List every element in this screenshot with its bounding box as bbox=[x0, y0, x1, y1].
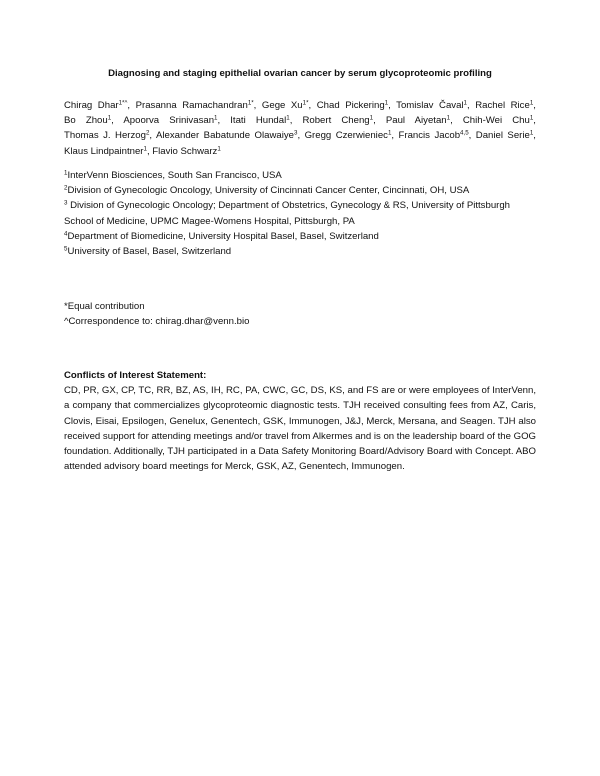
author-separator: , bbox=[450, 115, 463, 127]
author-name: Chad Pickering bbox=[316, 100, 385, 111]
author-notes bbox=[64, 299, 536, 329]
author bbox=[399, 130, 469, 141]
author-name: Francis Jacob bbox=[398, 130, 461, 142]
conflicts-heading: Conflicts of Interest Statement: bbox=[64, 370, 207, 381]
author bbox=[64, 130, 149, 141]
author-affiliation-mark: 1 bbox=[107, 114, 112, 122]
correspondence-note: ^Correspondence to: chirag.dhar@venn.bio bbox=[64, 316, 250, 328]
author-affiliation-mark: 1* bbox=[247, 99, 254, 107]
author-affiliation-mark: 1 bbox=[217, 145, 221, 153]
affiliation-text: InterVenn Biosciences, South San Francisco, USA bbox=[67, 170, 282, 181]
author-name: Flavio Schwarz bbox=[152, 145, 218, 157]
author bbox=[262, 100, 309, 111]
author-separator: , bbox=[308, 100, 317, 111]
author-affiliation-mark: 4,5 bbox=[460, 129, 469, 137]
author-separator: , bbox=[533, 100, 536, 111]
author-name: Robert Cheng bbox=[302, 115, 370, 127]
affiliation bbox=[64, 168, 536, 183]
author-separator: , bbox=[388, 100, 397, 111]
affiliation-text: Division of Gynecologic Oncology; Department of Obstetrics, Gynecology & RS, University of Pittsburgh School of Medicine, UPMC Magee-Womens Hospital, Pittsburgh, PA bbox=[64, 200, 511, 227]
author-affiliation-mark: 1 bbox=[214, 114, 218, 122]
author-name: Chih-Wei Chu bbox=[462, 115, 530, 127]
equal-contribution-note: *Equal contribution bbox=[64, 301, 145, 312]
author-name: Paul Aiyetan bbox=[385, 115, 447, 127]
author bbox=[475, 100, 533, 111]
affiliation-number: 3 bbox=[64, 199, 68, 207]
affiliation-text: Department of Biomedicine, University Hospital Basel, Basel, Switzerland bbox=[67, 230, 379, 242]
author bbox=[64, 115, 111, 126]
author-name: Bo Zhou bbox=[64, 115, 108, 127]
affiliation-list bbox=[64, 168, 536, 259]
author-name: Prasanna Ramachandran bbox=[135, 100, 248, 111]
author-affiliation-mark: 1 bbox=[143, 145, 147, 153]
author-affiliation-mark: 1* bbox=[302, 99, 309, 107]
author-affiliation-mark: 1 bbox=[286, 114, 290, 122]
author-separator: , bbox=[467, 100, 476, 111]
affiliation-number: 2 bbox=[64, 184, 68, 192]
author-name: Thomas J. Herzog bbox=[64, 130, 146, 142]
author-affiliation-mark: 1*^ bbox=[118, 99, 128, 107]
author-affiliation-mark: 1 bbox=[529, 129, 534, 137]
affiliation-text: Division of Gynecologic Oncology, University of Cincinnati Cancer Center, Cincinnati, OH, USA bbox=[67, 185, 470, 197]
author-affiliation-mark: 3 bbox=[294, 129, 298, 137]
affiliation-text: University of Basel, Basel, Switzerland bbox=[67, 246, 232, 258]
author-separator: , bbox=[217, 115, 231, 127]
author-name: Itati Hundal bbox=[230, 115, 287, 127]
author bbox=[230, 115, 289, 126]
author-name: Klaus Lindpaintner bbox=[64, 145, 144, 157]
author-separator: , bbox=[289, 115, 303, 127]
conflicts-of-interest-section bbox=[64, 368, 536, 474]
author-separator: , bbox=[373, 115, 386, 127]
author-separator: , bbox=[149, 130, 157, 142]
author-separator: , bbox=[297, 130, 305, 142]
author-separator: , bbox=[391, 130, 399, 142]
author-affiliation-mark: 1 bbox=[529, 114, 534, 122]
author-name: Chirag Dhar bbox=[64, 100, 119, 111]
author-affiliation-mark: 1 bbox=[384, 99, 389, 107]
author bbox=[317, 100, 388, 111]
author-name: Rachel Rice bbox=[475, 100, 530, 111]
author-list bbox=[64, 98, 536, 159]
author bbox=[152, 146, 221, 157]
author-separator: , bbox=[533, 130, 536, 142]
author-name: Gregg Czerwieniec bbox=[304, 130, 388, 142]
author bbox=[64, 100, 127, 111]
author bbox=[476, 130, 534, 141]
author-separator: , bbox=[253, 100, 262, 111]
author-name: Daniel Serie bbox=[475, 130, 530, 142]
author bbox=[123, 115, 217, 126]
author-separator: , bbox=[146, 145, 153, 157]
author bbox=[136, 100, 254, 111]
affiliation-number: 4 bbox=[64, 230, 68, 238]
author-name: Apoorva Srinivasan bbox=[123, 115, 215, 127]
author bbox=[64, 146, 147, 157]
conflicts-body: CD, PR, GX, CP, TC, RR, BZ, AS, IH, RC, PA, CWC, GC, DS, KS, and FS are or were employees of InterVenn, a company that commercializes glycoproteomic diagnostic tests. TJH received consulting fees from AZ, Caris, Clovis, Eisai, Epsilogen, Genelux, Genentech, GSK, Immunogen, J&J, Merck, Mersana, and Seagen. TJH also received support for attending meetings and/or travel from Alkermes and is on the leadership board of the GOG foundation. Additionally, TJH participated in a Data Safety Monitoring Board/Advisory Board with Concept. ABO attended advisory board meetings for Merck, GSK, AZ, Genentech, Immunogen. bbox=[64, 385, 536, 473]
affiliation-number: 1 bbox=[64, 169, 68, 177]
paper-title: Diagnosing and staging epithelial ovarian cancer by serum glycoproteomic profiling bbox=[108, 68, 492, 79]
author bbox=[386, 115, 450, 126]
author bbox=[305, 130, 392, 141]
author-affiliation-mark: 1 bbox=[369, 114, 374, 122]
author-affiliation-mark: 1 bbox=[387, 129, 392, 137]
author-name: Tomislav Čaval bbox=[396, 100, 464, 111]
author bbox=[463, 115, 533, 126]
author-affiliation-mark: 2 bbox=[145, 129, 150, 137]
affiliation-number: 5 bbox=[64, 245, 68, 253]
author-separator: , bbox=[111, 115, 124, 127]
author bbox=[302, 115, 373, 126]
author-name: Alexander Babatunde Olawaiye bbox=[156, 130, 294, 142]
author-separator: , bbox=[533, 115, 536, 127]
affiliation bbox=[64, 244, 536, 259]
author-affiliation-mark: 1 bbox=[463, 99, 467, 107]
affiliation bbox=[64, 229, 536, 244]
author-name: Gege Xu bbox=[261, 100, 303, 111]
author bbox=[156, 130, 297, 141]
affiliation bbox=[64, 183, 536, 198]
author-affiliation-mark: 1 bbox=[529, 99, 534, 107]
author-separator: , bbox=[127, 100, 136, 111]
author-separator: , bbox=[468, 130, 476, 142]
author bbox=[396, 100, 467, 111]
affiliation bbox=[64, 198, 536, 228]
author-affiliation-mark: 1 bbox=[446, 114, 451, 122]
